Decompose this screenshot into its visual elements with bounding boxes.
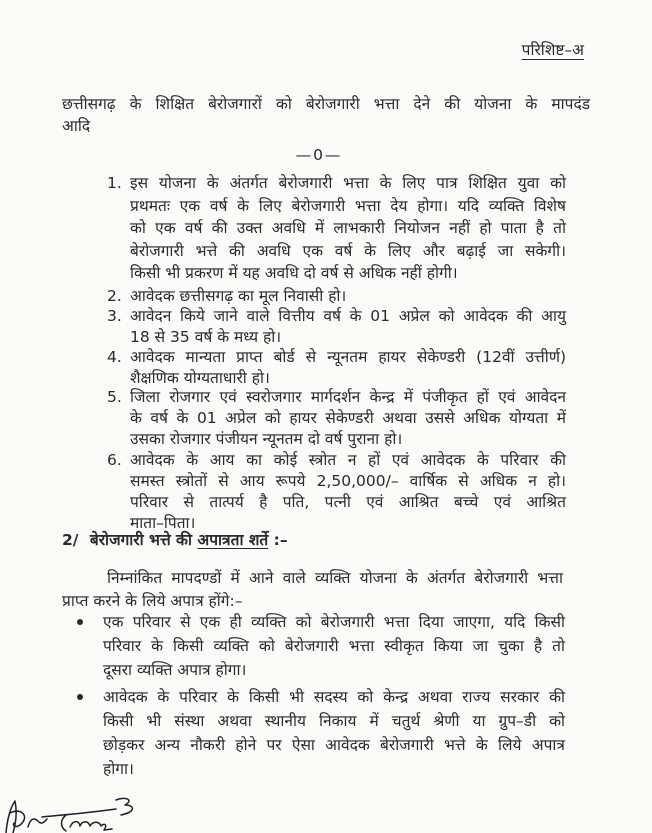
title-line: आदि bbox=[62, 117, 91, 135]
bullet-text bbox=[103, 685, 565, 781]
item-line: आवेदक छत्तीसगढ़ का मूल निवासी हो। bbox=[130, 287, 347, 305]
heading-suffix: :– bbox=[273, 531, 288, 549]
title-line: छत्तीसगढ़ के शिक्षित बेरोजगारों को बेरोजगारी भत्ता देने की योजना के मापदंड bbox=[62, 95, 590, 113]
intro-paragraph bbox=[62, 567, 563, 613]
item-number: 3. bbox=[107, 307, 122, 325]
bullet-line: किसी भी संस्था अथवा स्थानीय निकाय में चतुर्थ श्रेणी या ग्रुप–डी को bbox=[103, 712, 565, 730]
bullet-line: होगा। bbox=[103, 760, 134, 778]
annex-label: परिशिष्ट–अ bbox=[521, 41, 584, 59]
bullet-item-1 bbox=[76, 610, 565, 682]
ineligibility-heading bbox=[62, 529, 582, 551]
item-line: आवेदन किये जाने वाले वित्तीय वर्ष के 01 अप्रेल को आवेदक की आयु bbox=[130, 307, 566, 325]
heading-number: 2/ bbox=[62, 531, 79, 549]
item-text bbox=[130, 387, 566, 450]
eligibility-item-4 bbox=[105, 347, 566, 389]
bullet-line: परिवार के किसी व्यक्ति को बेरोजगारी भत्ता स्वीकृत किया जा चुका है तो bbox=[103, 637, 565, 655]
item-line: बेरोजगारी भत्ते की अवधि एक वर्ष के लिए और बढ़ाई जा सकेगी। bbox=[130, 241, 566, 260]
item-line: आवेदक मान्यता प्राप्त बोर्ड से न्यूनतम हायर सेकेण्डरी (12वीं उत्तीर्ण) bbox=[130, 348, 566, 366]
bullet-marker bbox=[77, 619, 83, 625]
eligibility-item-1 bbox=[105, 172, 566, 285]
item-line: जिला रोजगार एवं स्वरोजगार मार्गदर्शन केन्द्र में पंजीकृत हों एवं आवेदन bbox=[130, 388, 566, 406]
bullet-item-2 bbox=[76, 685, 565, 781]
heading-underlined-text: अपात्रता शर्ते bbox=[197, 531, 269, 549]
item-text bbox=[130, 306, 566, 348]
item-number: 2. bbox=[107, 287, 122, 305]
item-line: किसी भी प्रकरण में यह अवधि दो वर्ष से अधिक नहीं होगी। bbox=[130, 264, 458, 282]
item-text bbox=[130, 347, 566, 389]
item-line: इस योजना के अंतर्गत बेरोजगारी भत्ता के लिए पात्र शिक्षित युवा को bbox=[130, 174, 566, 192]
bullet-marker bbox=[77, 694, 83, 700]
bullet-line: आवेदक के परिवार के किसी भी सदस्य को केन्द्र अथवा राज्य सरकार की bbox=[103, 688, 565, 706]
document-title bbox=[62, 93, 590, 137]
heading-text: बेरोजगारी भत्ते की bbox=[89, 531, 192, 549]
item-line: को एक वर्ष की उक्त अवधि में लाभकारी नियोजन नहीं हो पाता है तो bbox=[130, 219, 566, 237]
item-text bbox=[130, 450, 566, 534]
item-line: परिवार से तात्पर्य है पति, पत्नी एवं आश्रित बच्चे एवं आश्रित bbox=[130, 493, 566, 511]
item-text bbox=[130, 172, 566, 285]
bullet-line: छोड़कर अन्य नौकरी होने पर ऐसा आवेदक बेरोजगारी भत्ते के लिये अपात्र bbox=[103, 736, 565, 754]
eligibility-item-3 bbox=[105, 306, 566, 348]
item-number: 5. bbox=[107, 388, 122, 406]
eligibility-item-5 bbox=[105, 387, 566, 450]
item-line: माता–पिता। bbox=[130, 514, 196, 532]
item-number: 1. bbox=[107, 174, 122, 192]
intro-line: प्राप्त करने के लिये अपात्र होंगे:– bbox=[62, 592, 243, 610]
item-line: शैक्षणिक योग्यताधारी हो। bbox=[130, 369, 270, 387]
item-line: समस्त स्त्रोतों से आय रूपये 2,50,000/– वार्षिक से अधिक न हो। bbox=[130, 472, 566, 490]
item-number: 4. bbox=[107, 348, 122, 366]
intro-line: निम्नांकित मापदण्डों में आने वाले व्यक्ति योजना के अंतर्गत बेरोजगारी भत्ता bbox=[107, 569, 563, 587]
bullet-text bbox=[103, 610, 565, 682]
item-line: प्रथमतः एक वर्ष के लिए बेरोजगारी भत्ता देय होगा। यदि व्यक्ति विशेष bbox=[130, 196, 566, 215]
bullet-line: एक परिवार से एक ही व्यक्ति को बेरोजगारी भत्ता दिया जाएगा, यदि किसी bbox=[103, 613, 565, 631]
eligibility-item-2 bbox=[105, 285, 566, 307]
bullet-line: दूसरा व्यक्ति अपात्र होगा। bbox=[103, 661, 247, 679]
item-line: के वर्ष के 01 अप्रेल को हायर सेकेण्डरी अथवा उससे अधिक योग्यता में bbox=[130, 409, 566, 427]
item-text bbox=[130, 285, 566, 307]
signature bbox=[0, 793, 160, 833]
item-line: आवेदक के आय का कोई स्त्रोत न हों एवं आवेदक के परिवार की bbox=[130, 451, 566, 469]
eligibility-item-6 bbox=[105, 450, 566, 534]
separator: —0— bbox=[295, 146, 343, 164]
item-line: 18 से 35 वर्ष के मध्य हो। bbox=[130, 328, 282, 346]
item-line: उसका रोजगार पंजीयन न्यूनतम दो वर्ष पुराना हो। bbox=[130, 430, 403, 448]
item-number: 6. bbox=[107, 451, 122, 469]
